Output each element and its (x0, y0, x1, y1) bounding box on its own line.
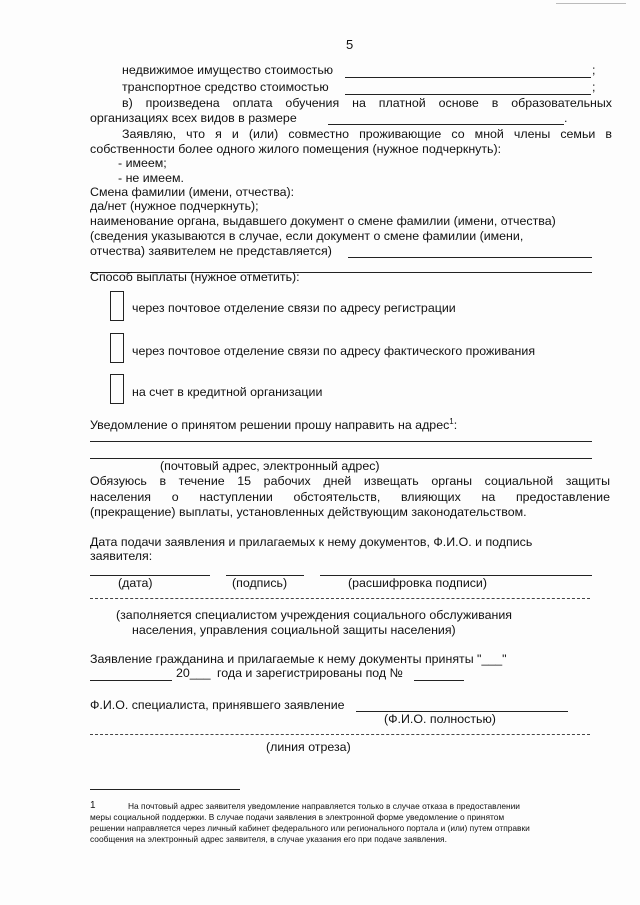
name-change-note-2: отчества) заявителем не представляется) (90, 244, 332, 258)
name-change-note-1: (сведения указываются в случае, если документ о смене фамилии (имени, (90, 229, 524, 243)
acceptance-date-line (90, 680, 172, 681)
decoding-caption: (расшифровка подписи) (348, 576, 487, 590)
tuition-period: . (564, 111, 568, 125)
realty-semicolon: ; (592, 63, 596, 77)
obligation-line-3: (прекращение) выплаты, установленных действующим законодательством. (90, 505, 527, 519)
payment-option-registration-label: через почтовое отделение связи по адресу регистрации (132, 301, 456, 315)
notification-text: Уведомление о принятом решении прошу направить на адрес (90, 418, 450, 433)
submission-line-2: заявителя: (90, 549, 153, 563)
housing-have: - имеем; (118, 156, 167, 170)
name-change-yesno: да/нет (нужное подчеркнуть); (90, 199, 259, 213)
vehicle-label: транспортное средство стоимостью (122, 80, 329, 94)
tuition-line-2: организациях всех видов в размере (90, 111, 297, 125)
acceptance-year-text: года и зарегистрированы под № (217, 666, 403, 680)
name-change-title: Смена фамилии (имени, отчества): (90, 185, 295, 199)
name-change-line-1 (348, 257, 592, 258)
footnote-separator (90, 789, 240, 790)
divider-dashed-1 (90, 598, 590, 599)
footnote-line-1: На почтовый адрес заявителя уведомление направляется только в случае отказа в предоставлении (128, 801, 520, 811)
fio-caption: (Ф.И.О. полностью) (384, 712, 496, 726)
footnote-ref: 1 (449, 417, 454, 426)
submission-line-1: Дата подачи заявления и прилагаемых к нему документов, Ф.И.О. и подпись (90, 535, 533, 549)
housing-line-1: Заявляю, что я и (или) совместно проживающие со мной члены семьи в (122, 127, 612, 141)
obligation-line-2: населения о наступлении обстоятельств, влияющих на предоставление (90, 490, 610, 504)
footnote-line-4: сообщения на электронный адрес заявителя, в случае указания его при подаче заявления. (90, 834, 447, 844)
acceptance-line-1: Заявление гражданина и прилагаемые к нему документы приняты "___" (90, 652, 507, 666)
date-caption: (дата) (118, 576, 153, 590)
realty-label: недвижимое имущество стоимостью (122, 63, 334, 77)
payment-option-residence-checkbox[interactable] (110, 333, 124, 363)
signature-caption: (подпись) (232, 576, 288, 590)
notification-label (90, 414, 457, 433)
specialist-note-2: населения, управления социальной защиты населения) (132, 623, 456, 637)
page-number: 5 (346, 37, 354, 52)
payment-option-residence-label: через почтовое отделение связи по адресу фактического проживания (132, 344, 536, 358)
scan-mark (556, 3, 626, 4)
name-change-organ: наименование органа, выдавшего документ о смене фамилии (имени, отчества) (90, 214, 556, 228)
tuition-line (328, 124, 564, 125)
address-caption: (почтовый адрес, электронный адрес) (160, 459, 380, 473)
specialist-label: Ф.И.О. специалиста, принявшего заявление (90, 698, 345, 712)
vehicle-line (345, 94, 591, 95)
cut-line-caption: (линия отреза) (266, 740, 351, 754)
cut-line (90, 734, 590, 735)
payment-option-bank-checkbox[interactable] (110, 374, 124, 404)
obligation-line-1: Обязуюсь в течение 15 рабочих дней извещать органы социальной защиты (90, 474, 610, 488)
payment-option-bank-label: на счет в кредитной организации (132, 385, 323, 399)
acceptance-year: 20___ (176, 666, 211, 680)
registration-number-line (414, 680, 464, 681)
payment-title: Способ выплаты (нужное отметить): (90, 270, 300, 284)
footnote-line-3: решении направляется через личный кабинет федерального или регионального портала и (или) путем отправки (90, 823, 530, 833)
address-line-1 (90, 441, 592, 442)
footnote-number: 1 (90, 800, 96, 811)
payment-option-registration-checkbox[interactable] (110, 291, 124, 321)
footnote-line-2: меры социальной поддержки. В случае подачи заявления в электронной форме уведомление о принятом (90, 812, 505, 822)
housing-have-not: - не имеем. (118, 171, 184, 185)
notification-colon: : (453, 418, 458, 433)
housing-line-2: собственности более одного жилого помещения (нужное подчеркнуть): (90, 142, 502, 156)
tuition-line-1: в) произведена оплата обучения на платной основе в образовательных (122, 96, 612, 110)
realty-line (345, 77, 591, 78)
vehicle-semicolon: ; (592, 80, 596, 94)
specialist-note-1: (заполняется специалистом учреждения социального обслуживания (116, 608, 512, 622)
